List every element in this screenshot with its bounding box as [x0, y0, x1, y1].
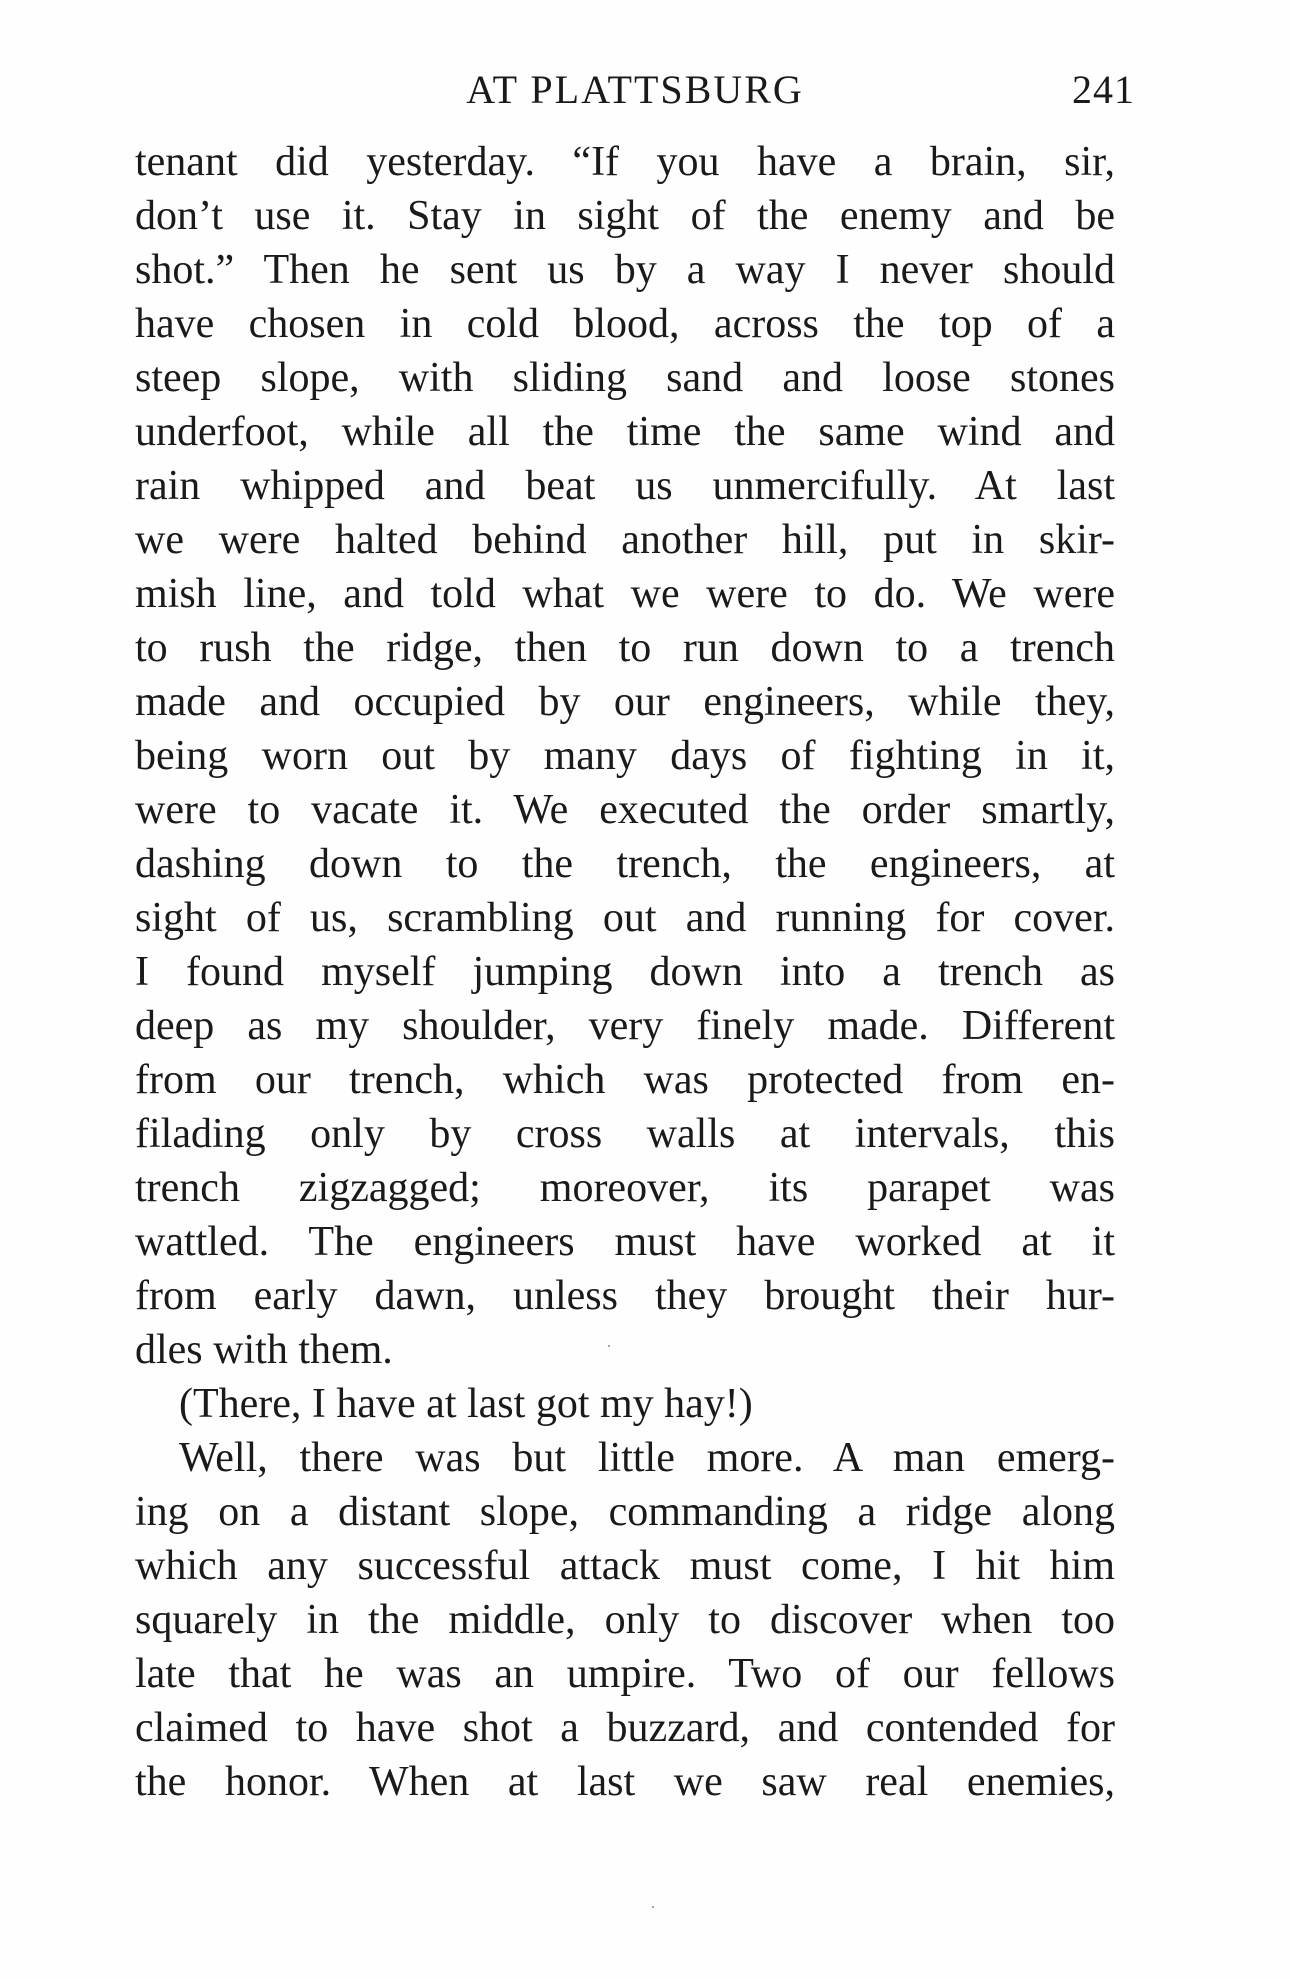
text-line: have chosen in cold blood, across the top of a — [135, 301, 1115, 347]
text-line: don’t use it. Stay in sight of the enemy and be — [135, 193, 1115, 239]
text-line: I found myself jumping down into a trench as — [135, 949, 1115, 995]
text-line: mish line, and told what we were to do. We were — [135, 571, 1115, 617]
text-line: deep as my shoulder, very finely made. Different — [135, 1003, 1115, 1049]
text-line: late that he was an umpire. Two of our fellows — [135, 1651, 1115, 1697]
text-line: we were halted behind another hill, put in skir- — [135, 517, 1115, 563]
text-line: steep slope, with sliding sand and loose stones — [135, 355, 1115, 401]
page-number: 241 — [1072, 67, 1135, 112]
paragraph-start-line: Well, there was but little more. A man emerg- — [179, 1435, 1115, 1481]
text-line: dashing down to the trench, the engineers, at — [135, 841, 1115, 887]
text-line: wattled. The engineers must have worked at it — [135, 1219, 1115, 1265]
body-text — [135, 135, 1115, 1809]
text-line: shot.” Then he sent us by a way I never should — [135, 247, 1115, 293]
text-line: the honor. When at last we saw real enemies, — [135, 1759, 1115, 1805]
text-line: were to vacate it. We executed the order smartly, — [135, 787, 1115, 833]
text-line: sight of us, scrambling out and running for cover. — [135, 895, 1115, 941]
text-line: tenant did yesterday. “If you have a brain, sir, — [135, 139, 1115, 185]
running-title: AT PLATTSBURG — [466, 67, 804, 112]
text-line: squarely in the middle, only to discover when too — [135, 1597, 1115, 1643]
paper-speck — [608, 1345, 610, 1347]
text-line: made and occupied by our engineers, while they, — [135, 679, 1115, 725]
text-line: being worn out by many days of fighting in it, — [135, 733, 1115, 779]
text-line: from our trench, which was protected from en- — [135, 1057, 1115, 1103]
text-line: claimed to have shot a buzzard, and contended for — [135, 1705, 1115, 1751]
text-line: rain whipped and beat us unmercifully. At last — [135, 463, 1115, 509]
text-line: filading only by cross walls at intervals, this — [135, 1111, 1115, 1157]
text-line: from early dawn, unless they brought their hur- — [135, 1273, 1115, 1319]
paragraph-end-line: dles with them. — [135, 1327, 393, 1373]
text-line: to rush the ridge, then to run down to a trench — [135, 625, 1115, 671]
text-line: trench zigzagged; moreover, its parapet was — [135, 1165, 1115, 1211]
aside-line: (There, I have at last got my hay!) — [179, 1381, 753, 1427]
page-header — [135, 60, 1135, 120]
text-line: which any successful attack must come, I hit him — [135, 1543, 1115, 1589]
text-line: underfoot, while all the time the same wind and — [135, 409, 1115, 455]
paper-speck — [652, 1906, 654, 1908]
text-line: ing on a distant slope, commanding a ridge along — [135, 1489, 1115, 1535]
